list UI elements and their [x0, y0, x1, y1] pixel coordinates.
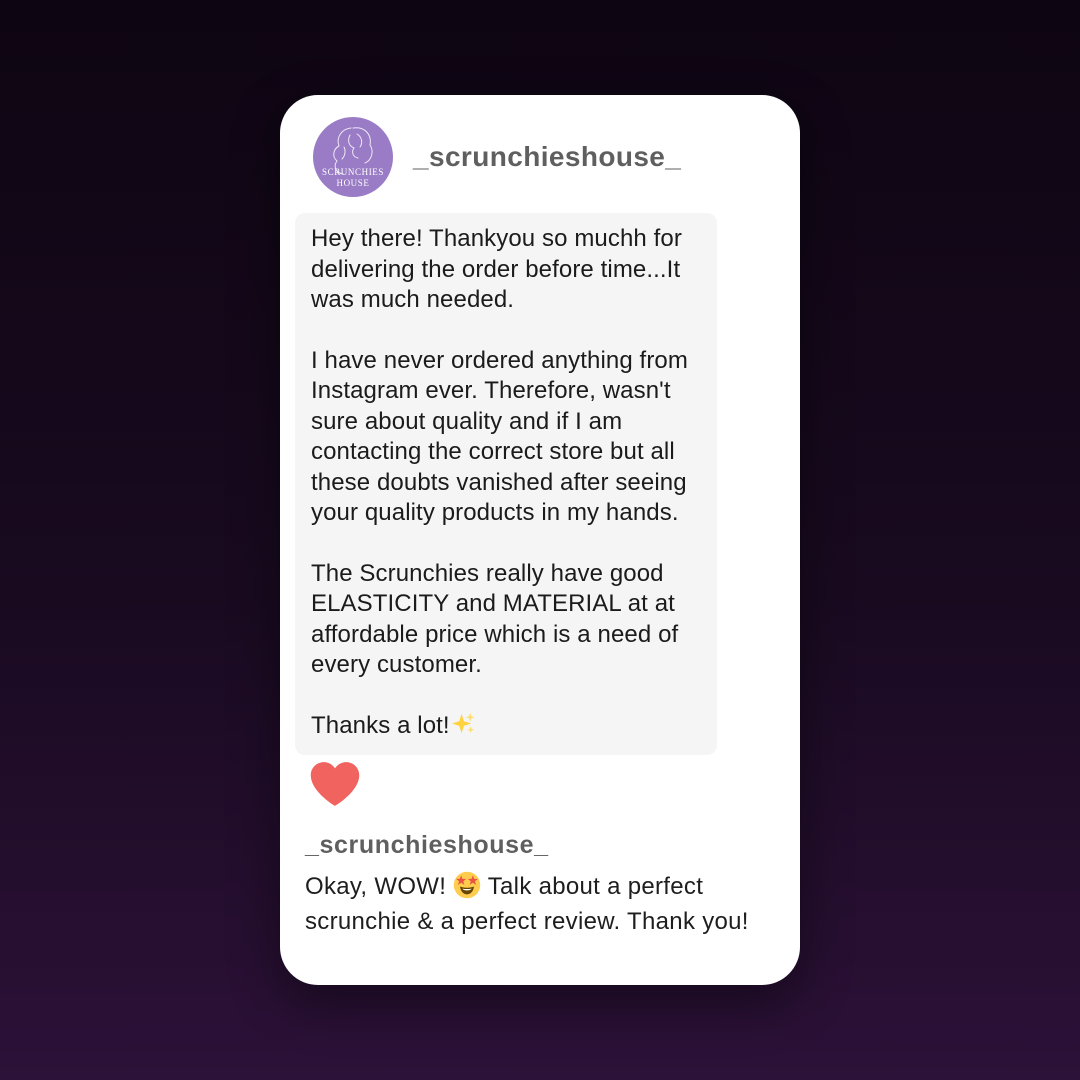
scrunchies-house-logo: [313, 117, 393, 197]
sparkles-emoji-icon: [450, 711, 477, 738]
post-header: [313, 117, 681, 197]
header-username[interactable]: _scrunchieshouse_: [413, 141, 682, 172]
caption-username[interactable]: _scrunchieshouse_: [305, 831, 549, 859]
review-paragraph-1: Hey there! Thankyou so muchh for delivering the order before time...It was much needed.: [311, 225, 682, 313]
review-paragraph-4: [311, 711, 701, 742]
avatar-text-line2: HOUSE: [336, 178, 370, 188]
review-paragraph-2: I have never ordered anything from Instagram ever. Therefore, wasn't sure about quality and if I am contacting the correct store but all these doubts vanished after seeing your quality products in my hands.: [311, 346, 688, 526]
star-struck-emoji-icon: [453, 871, 481, 899]
avatar-text-line1: SCRUNCHIES: [321, 167, 385, 177]
review-message-bubble: [295, 213, 717, 755]
review-paragraph-3: The Scrunchies really have good ELASTICITY and MATERIAL at at affordable price which is a need of every customer.: [311, 559, 679, 678]
review-post-card: [280, 95, 800, 985]
like-row: [310, 761, 360, 807]
caption-before-emoji: Okay, WOW!: [305, 873, 447, 900]
avatar[interactable]: [313, 117, 393, 197]
caption-text: [305, 869, 767, 939]
heart-like-icon[interactable]: [310, 761, 360, 807]
caption-block: [305, 831, 767, 939]
caption-after-emoji: Talk about a perfect scrunchie & a perfect review. Thank you!: [305, 873, 749, 935]
review-closing-text: Thanks a lot!: [311, 711, 450, 739]
